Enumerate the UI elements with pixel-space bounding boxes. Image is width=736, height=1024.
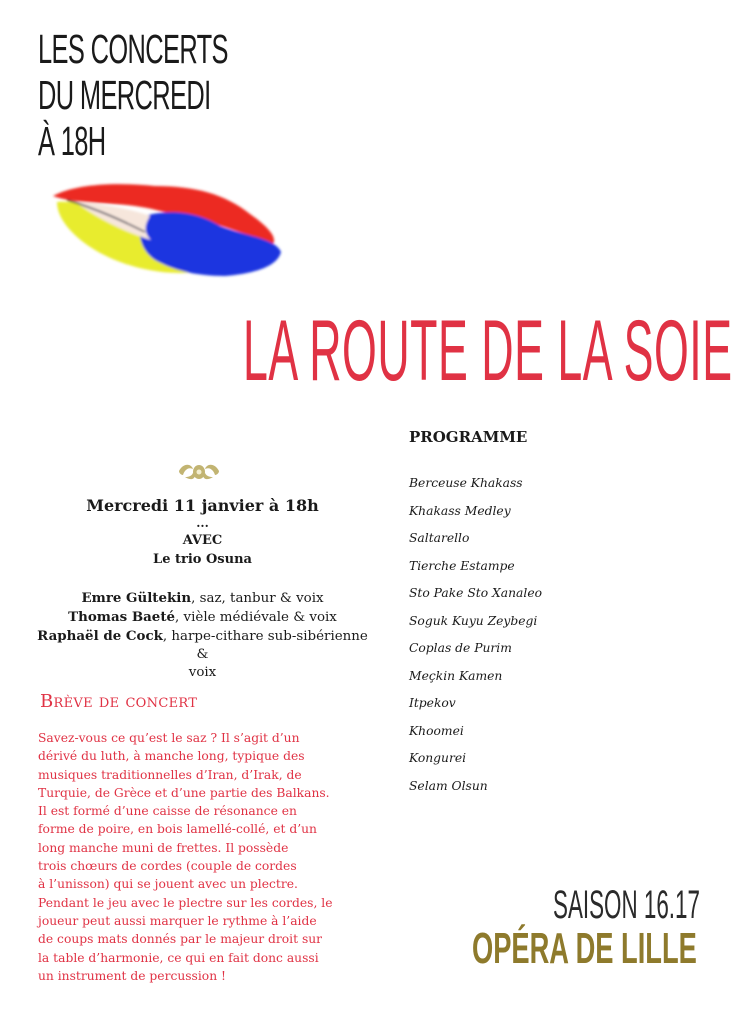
season-label: SAISON 16.17 — [553, 883, 700, 927]
programme-item: Saltarello — [409, 531, 470, 545]
performer-name: Raphaël de Cock — [37, 628, 163, 644]
programme-item: Tierche Estampe — [409, 558, 515, 573]
breve-line: la table d’harmonie, ce qui en fait donc aussi — [38, 950, 319, 965]
programme-item: Itpekov — [409, 696, 456, 710]
programme-item: Berceuse Khakass — [409, 476, 523, 490]
programme-item: Khoomei — [409, 723, 464, 738]
breve-line: Il est formé d’une caisse de résonance en — [38, 804, 297, 819]
with-label: AVEC — [182, 533, 223, 548]
breve-line: à l’unisson) qui se jouent avec un plectre. — [38, 877, 298, 892]
concert-title: LA ROUTE DE LA SOIE — [243, 303, 733, 399]
performer-role: , harpe-cithare sub-sibérienne & — [162, 629, 368, 662]
programme-item: Khakass Medley — [409, 503, 511, 518]
series-title-line: LES CONCERTS — [38, 26, 228, 72]
performer-name: Thomas Baeté — [68, 609, 176, 625]
breve-line: de coups mats donnés par le majeur droit sur — [38, 932, 323, 947]
programme-item: Kongurei — [409, 751, 467, 765]
breve-line: Pendant le jeu avec le plectre sur les cordes, le — [38, 895, 333, 910]
programme-item: Selam Olsun — [409, 778, 488, 793]
breve-line: un instrument de percussion ! — [38, 968, 226, 983]
event-date: Mercredi 11 janvier à 18h — [86, 496, 319, 515]
series-title-line: À 18H — [38, 118, 106, 164]
programme-item: Meçkin Kamen — [409, 668, 503, 683]
performer-role: , vièle médiévale & voix — [175, 610, 337, 625]
performer-name: Emre Gültekin — [81, 590, 192, 606]
performer — [30, 627, 375, 664]
breve-line: forme de poire, en bois lamellé-collé, et d’un — [38, 822, 317, 837]
breve-line: joueur peut aussi marquer le rythme à l’aide — [38, 913, 317, 928]
performer-role: , saz, tanbur & voix — [191, 591, 324, 606]
ornament-icon — [177, 461, 221, 483]
watercolor-illustration — [45, 180, 285, 280]
breve-line: Savez-vous ce qu’est le saz ? Il s’agit d’un — [38, 731, 300, 745]
breve-line: musiques traditionnelles d’Iran, d’Irak, de — [38, 767, 302, 782]
breve-text — [38, 729, 338, 985]
programme-list — [409, 474, 542, 804]
breve-line: long manche muni de frettes. Il possède — [38, 840, 289, 855]
ensemble-name: Le trio Osuna — [153, 552, 252, 567]
performer — [30, 608, 375, 627]
breve-heading: Brève de concert — [40, 691, 198, 712]
breve-line: Turquie, de Grèce et d’une partie des Balkans. — [38, 785, 330, 800]
performers-list — [30, 589, 375, 682]
series-title-line: DU MERCREDI — [38, 72, 211, 118]
performer — [30, 589, 375, 608]
breve-line: dérivé du luth, à manche long, typique des — [38, 749, 305, 764]
series-title — [38, 26, 228, 164]
programme-heading: PROGRAMME — [409, 428, 528, 446]
breve-line: trois chœurs de cordes (couple de cordes — [38, 859, 297, 874]
programme-item: Soguk Kuyu Zeybegi — [409, 613, 538, 628]
programme-item: Sto Pake Sto Xanaleo — [409, 586, 542, 600]
performer-role-continued: voix — [188, 665, 217, 680]
ellipsis: ... — [196, 516, 209, 530]
brand-logo: OPÉRA DE LILLE — [472, 924, 697, 973]
programme-item: Coplas de Purim — [409, 641, 512, 655]
